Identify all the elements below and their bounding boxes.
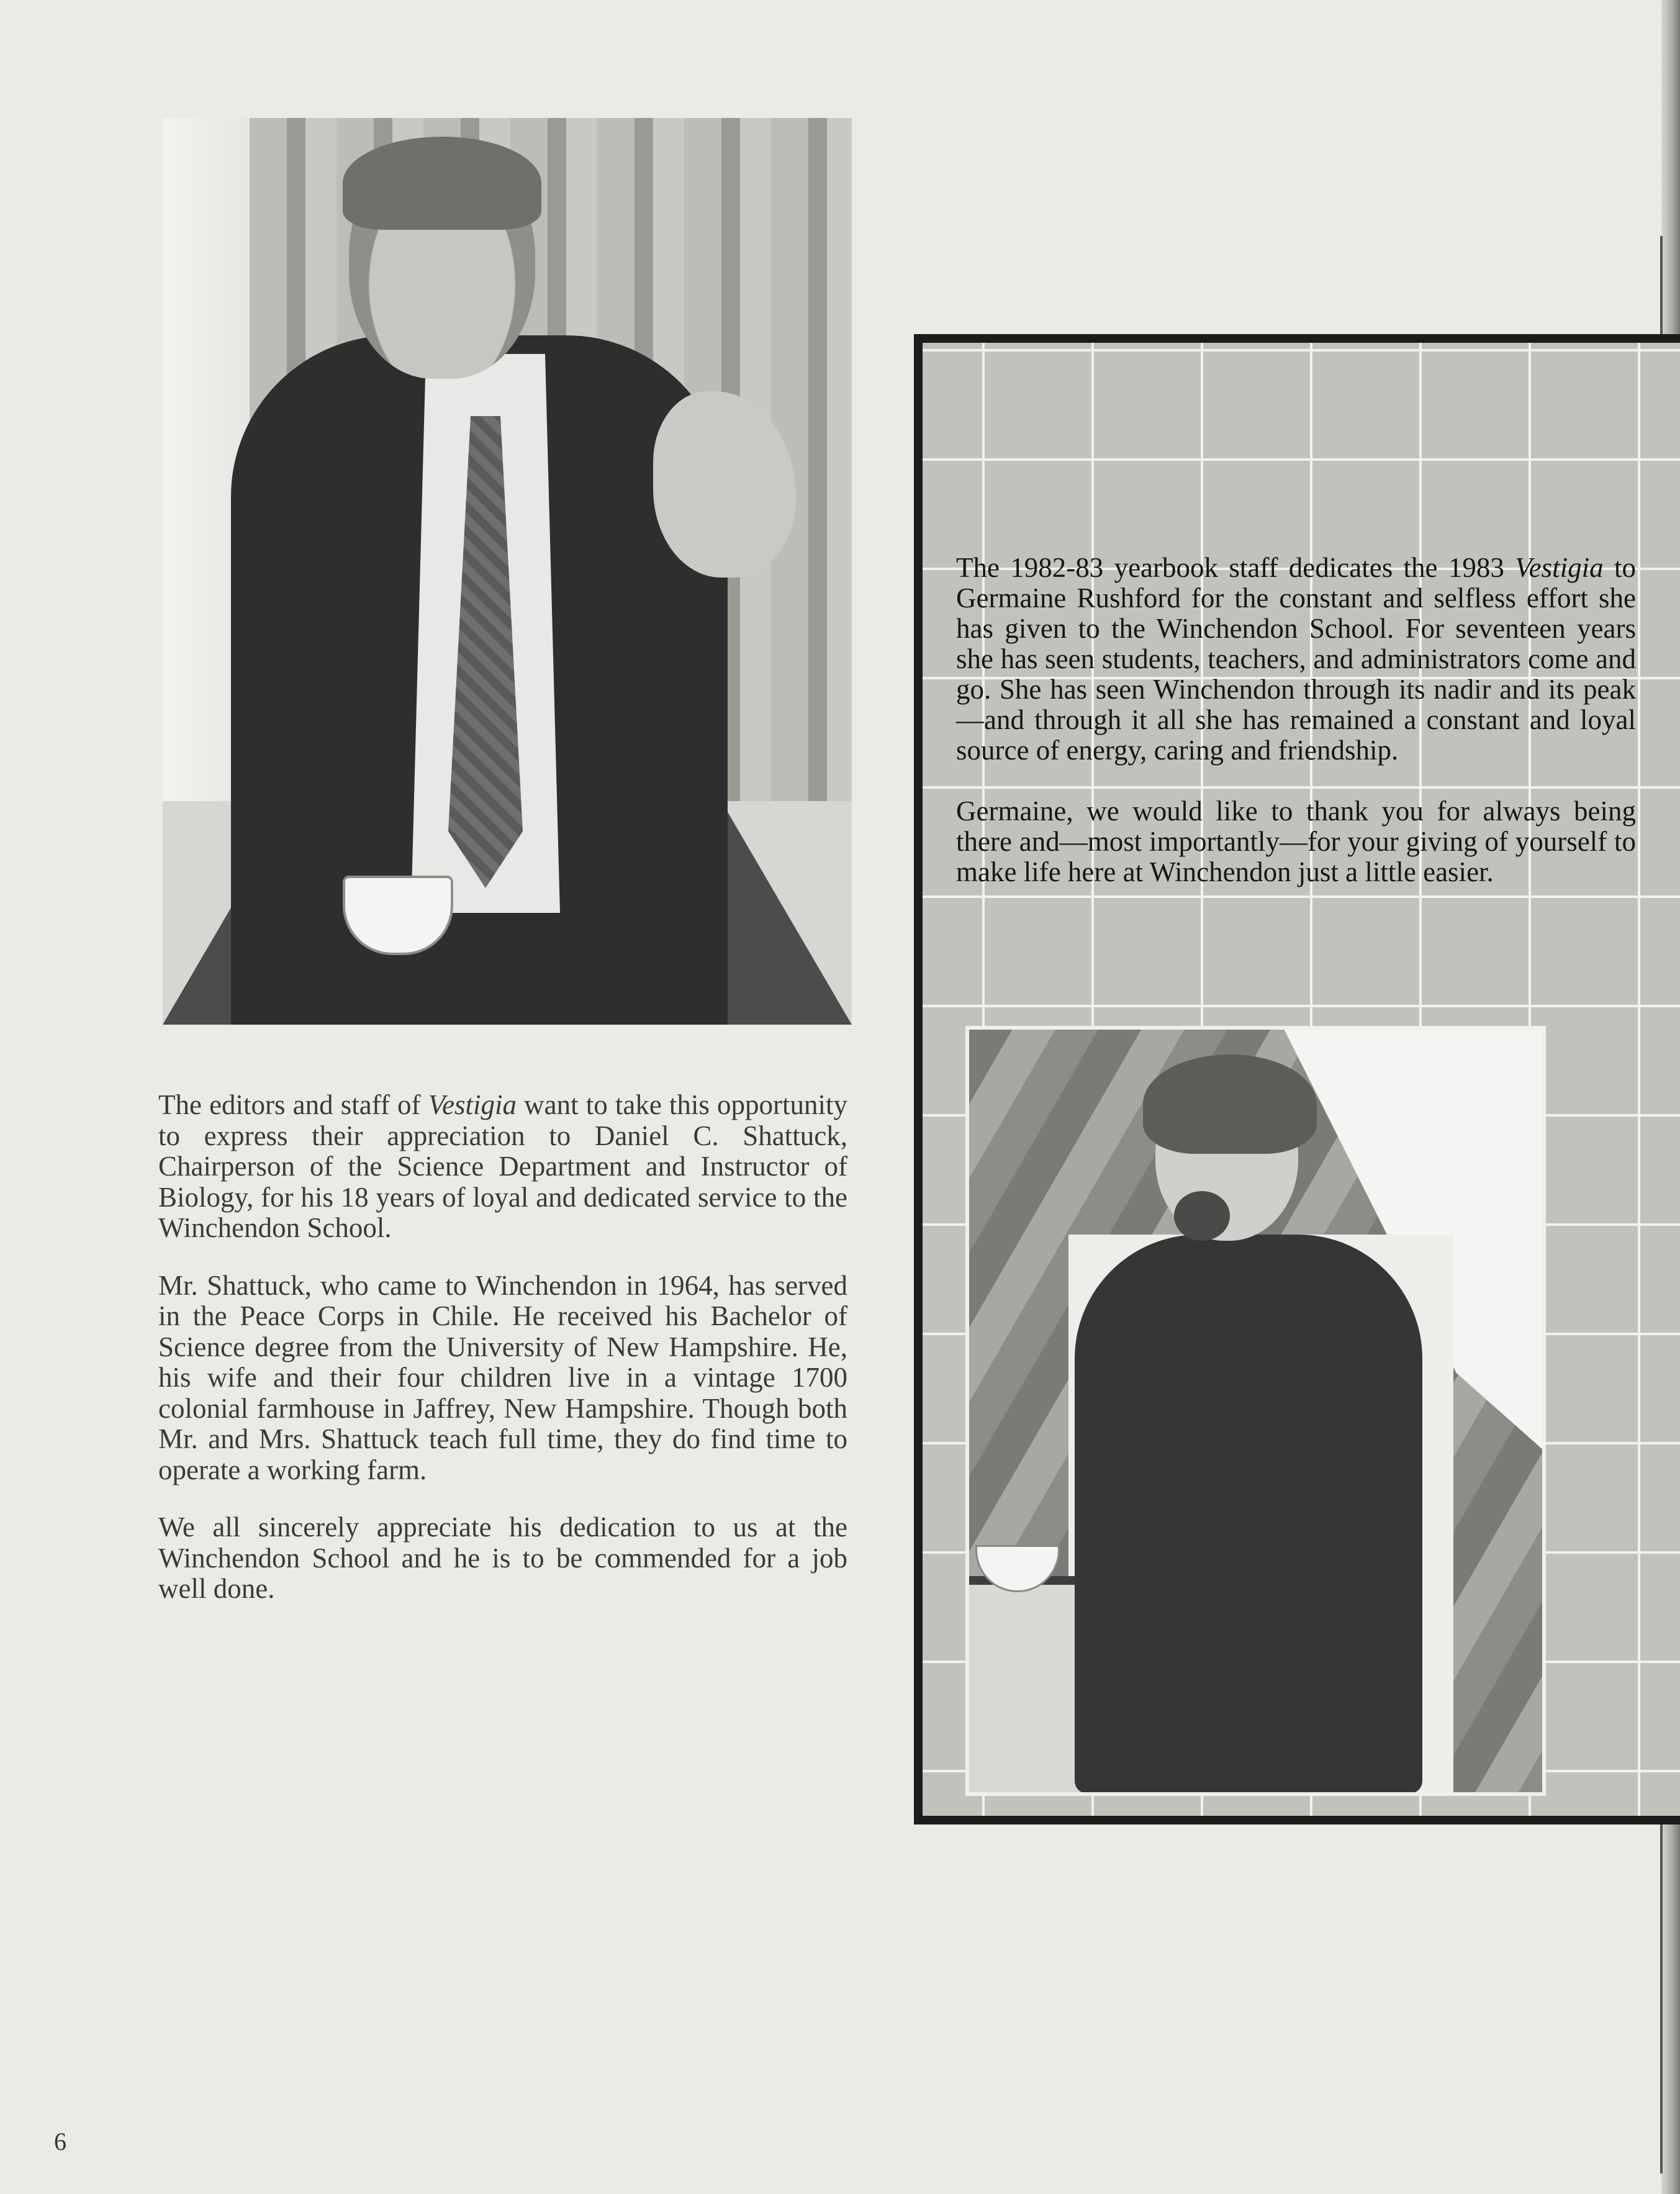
photo-apple (1174, 1191, 1230, 1241)
dedication-p1-start: The 1982-83 yearbook staff dedicates the 1983 (956, 552, 1515, 583)
article-p1-rest: want to take this opportunity to express their appreciation to Daniel C. Shattuck, Chairperson of the Science Department and Instructor of Biology, for his 18 years of loyal and dedicated service to the Winchendon School. (158, 1089, 848, 1243)
article-p1-start: The editors and staff of (158, 1089, 428, 1120)
dedication-yearbook-title: Vestigia (1515, 552, 1604, 583)
photo-dress (1075, 1235, 1422, 1793)
yearbook-title: Vestigia (428, 1089, 517, 1120)
article-text (158, 1090, 847, 1631)
dedication-text (956, 553, 1636, 918)
photo-hair (343, 137, 541, 230)
photo-hair-rushford (1143, 1054, 1317, 1154)
article-paragraph-2: Mr. Shattuck, who came to Winchendon in 1964, has served in the Peace Corps in Chile. He received his Bachelor of Science degree from the University of New Hampshire. He, his wife and their four children live in a vintage 1700 colonial farmhouse in Jaffrey, New Hampshire. Though both Mr. and Mrs. Shattuck teach full time, they do find time to operate a working farm. (158, 1269, 847, 1485)
photo-rushford (965, 1026, 1546, 1796)
photo-hand (653, 391, 796, 578)
article-paragraph-1 (158, 1090, 847, 1244)
dedication-p1-rest: to Germaine Rushford for the constant and selfless effort she has given to the Winchendon School. For seventeen years she has seen students, teachers, and administrators come and go. She has seen Winchendon through its nadir and its peak—and through it all she has remained a constant and loyal source of energy, caring and friendship. (956, 552, 1636, 766)
page-number: 6 (54, 2128, 66, 2155)
dedication-paragraph-2: Germaine, we would like to thank you for always being there and—most importantly—for your giving of yourself to make life here at Winchendon just a little easier. (956, 796, 1636, 887)
photo-shattuck (163, 118, 852, 1025)
article-paragraph-3: We all sincerely appreciate his dedication to us at the Winchendon School and he is to be commended for a job well done. (158, 1512, 847, 1604)
dedication-paragraph-1 (956, 553, 1636, 766)
